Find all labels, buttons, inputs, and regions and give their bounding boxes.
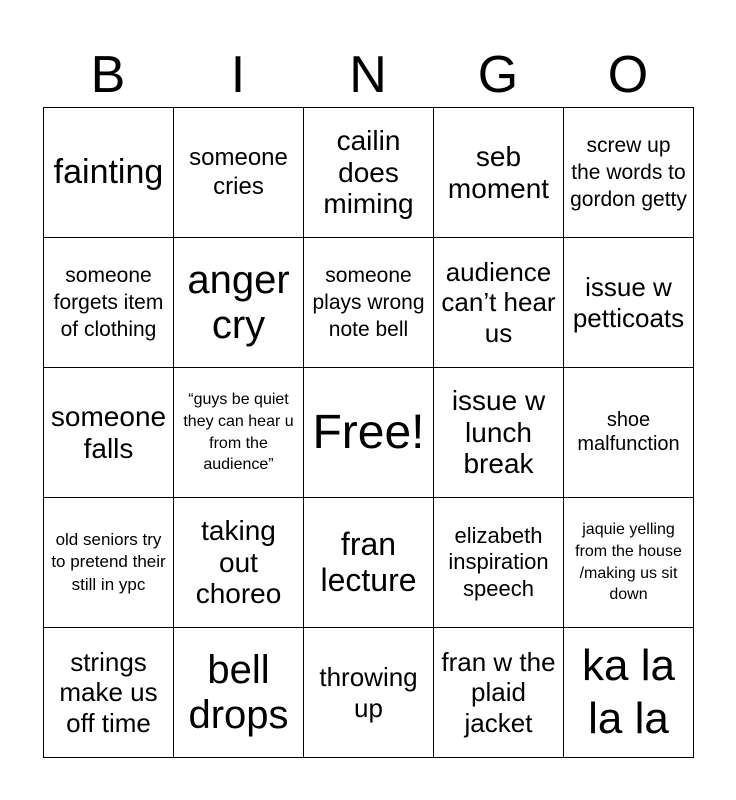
bingo-header: [43, 44, 693, 106]
bingo-board: [43, 107, 694, 758]
header-letter-g: G: [477, 46, 519, 104]
bingo-cell-r2c1[interactable]: someone forgets item of clothing: [44, 238, 174, 368]
bingo-cell-r4c5[interactable]: jaquie yelling from the house /making us sit down: [564, 498, 694, 628]
bingo-cell-r5c2[interactable]: bell drops: [174, 628, 304, 758]
header-letter-n: N: [349, 46, 387, 104]
bingo-cell-r4c4[interactable]: elizabeth inspiration speech: [434, 498, 564, 628]
bingo-cell-r3c1[interactable]: someone falls: [44, 368, 174, 498]
bingo-cell-r1c1[interactable]: fainting: [44, 108, 174, 238]
bingo-cell-r5c4[interactable]: fran w the plaid jacket: [434, 628, 564, 758]
bingo-cell-r4c1[interactable]: old seniors try to pretend their still in ypc: [44, 498, 174, 628]
bingo-cell-r2c2[interactable]: anger cry: [174, 238, 304, 368]
bingo-cell-r4c2[interactable]: taking out choreo: [174, 498, 304, 628]
bingo-cell-r3c5[interactable]: shoe malfunction: [564, 368, 694, 498]
bingo-cell-r5c5[interactable]: ka la la la: [564, 628, 694, 758]
bingo-cell-r1c2[interactable]: someone cries: [174, 108, 304, 238]
bingo-cell-r1c3[interactable]: cailin does miming: [304, 108, 434, 238]
bingo-cell-r1c5[interactable]: screw up the words to gordon getty: [564, 108, 694, 238]
bingo-cell-r2c5[interactable]: issue w petticoats: [564, 238, 694, 368]
header-letter-i: I: [230, 46, 246, 104]
bingo-cell-r5c1[interactable]: strings make us off time: [44, 628, 174, 758]
bingo-cell-r4c3[interactable]: fran lecture: [304, 498, 434, 628]
bingo-cell-r2c3[interactable]: someone plays wrong note bell: [304, 238, 434, 368]
bingo-cell-r2c4[interactable]: audience can’t hear us: [434, 238, 564, 368]
header-letter-o: O: [607, 46, 649, 104]
header-letter-b: B: [90, 46, 126, 104]
bingo-cell-r1c4[interactable]: seb moment: [434, 108, 564, 238]
bingo-cell-free[interactable]: Free!: [304, 368, 434, 498]
bingo-cell-r5c3[interactable]: throwing up: [304, 628, 434, 758]
bingo-cell-r3c2[interactable]: “guys be quiet they can hear u from the audience”: [174, 368, 304, 498]
bingo-cell-r3c4[interactable]: issue w lunch break: [434, 368, 564, 498]
